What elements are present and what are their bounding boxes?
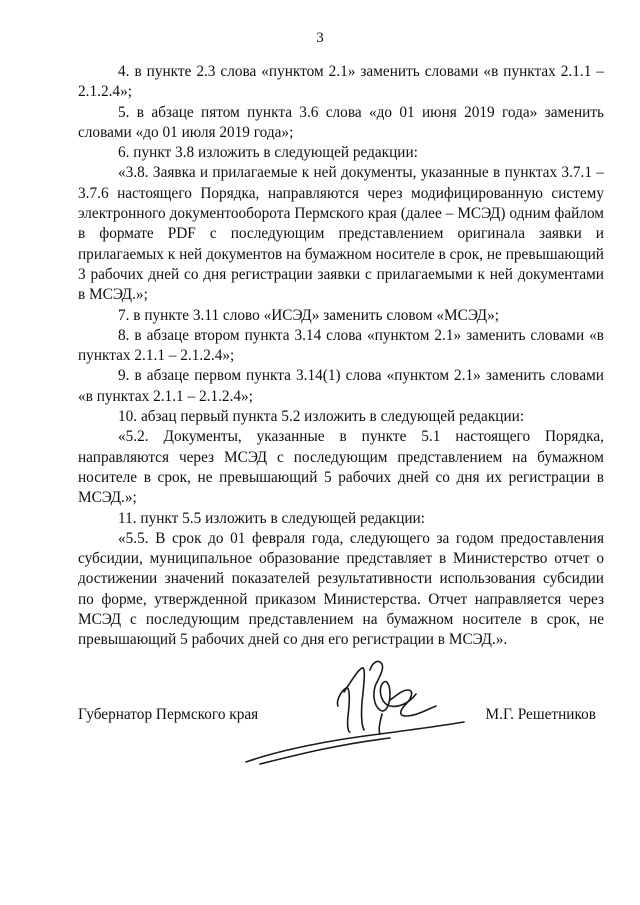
paragraph-quote-5-5: «5.5. В срок до 01 февраля года, следующего за годом предоставления субсидии, муниципальное образование представляет в Министерство отчет о достижении значений показателей результативности использования субсидии по форме, утвержденной приказом Министерства. Отчет направляется через МСЭД с последующим представлением на бумажном носителе в срок, не превышающий 5 рабочих дней со дня его регистрации в МСЭД.». [78, 529, 604, 649]
paragraph-item-8: 8. в абзаце втором пункта 3.14 слова «пунктом 2.1» заменить словами «в пунктах 2.1.1 – 2.1.2.4»; [78, 326, 604, 365]
document-body [78, 62, 604, 651]
signatory-name: М.Г. Решетников [485, 706, 596, 723]
paragraph-item-6: 6. пункт 3.8 изложить в следующей редакции: [118, 144, 418, 162]
paragraph-quote-5-2: «5.2. Документы, указанные в пункте 5.1 настоящего Порядка, направляются через МСЭД с последующим представлением на бумажном носителе в срок, не превышающий 5 рабочих дней со дня их регистрации в МСЭД.»; [78, 428, 604, 507]
paragraph-item-9: 9. в абзаце первом пункта 3.14(1) слова «пунктом 2.1» заменить словами «в пунктах 2.1.1 – 2.1.2.4»; [78, 367, 604, 405]
page-number: 3 [316, 30, 324, 46]
signature-block [78, 706, 604, 726]
paragraph-item-10: 10. абзац первый пункта 5.2 изложить в следующей редакции: [118, 408, 525, 426]
paragraph-item-11: 11. пункт 5.5 изложить в следующей редакции: [118, 509, 425, 527]
paragraph-item-5: 5. в абзаце пятом пункта 3.6 слова «до 01 июня 2019 года» заменить словами «до 01 июля 2019 года»; [78, 103, 604, 141]
paragraph-item-4: 4. в пункте 2.3 слова «пунктом 2.1» заменить словами «в пунктах 2.1.1 – 2.1.2.4»; [78, 63, 604, 101]
handwritten-signature [240, 640, 480, 770]
signatory-title: Губернатор Пермского края [78, 706, 259, 723]
paragraph-item-7: 7. в пункте 3.11 слово «ИСЭД» заменить словом «МСЭД»; [118, 306, 500, 324]
paragraph-quote-3-8: «3.8. Заявка и прилагаемые к ней документы, указанные в пунктах 3.7.1 – 3.7.6 настоящего Порядка, направляются через модифицированную систему электронного документооборота Пермского края (далее – МСЭД) одним файлом в формате PDF с последующим представлением оригинала заявки и прилагаемых к ней документов на бумажном носителе в срок, не превышающий 3 рабочих дней со дня регистрации заявки с прилагаемыми к ней документами в МСЭД.»; [78, 164, 604, 304]
